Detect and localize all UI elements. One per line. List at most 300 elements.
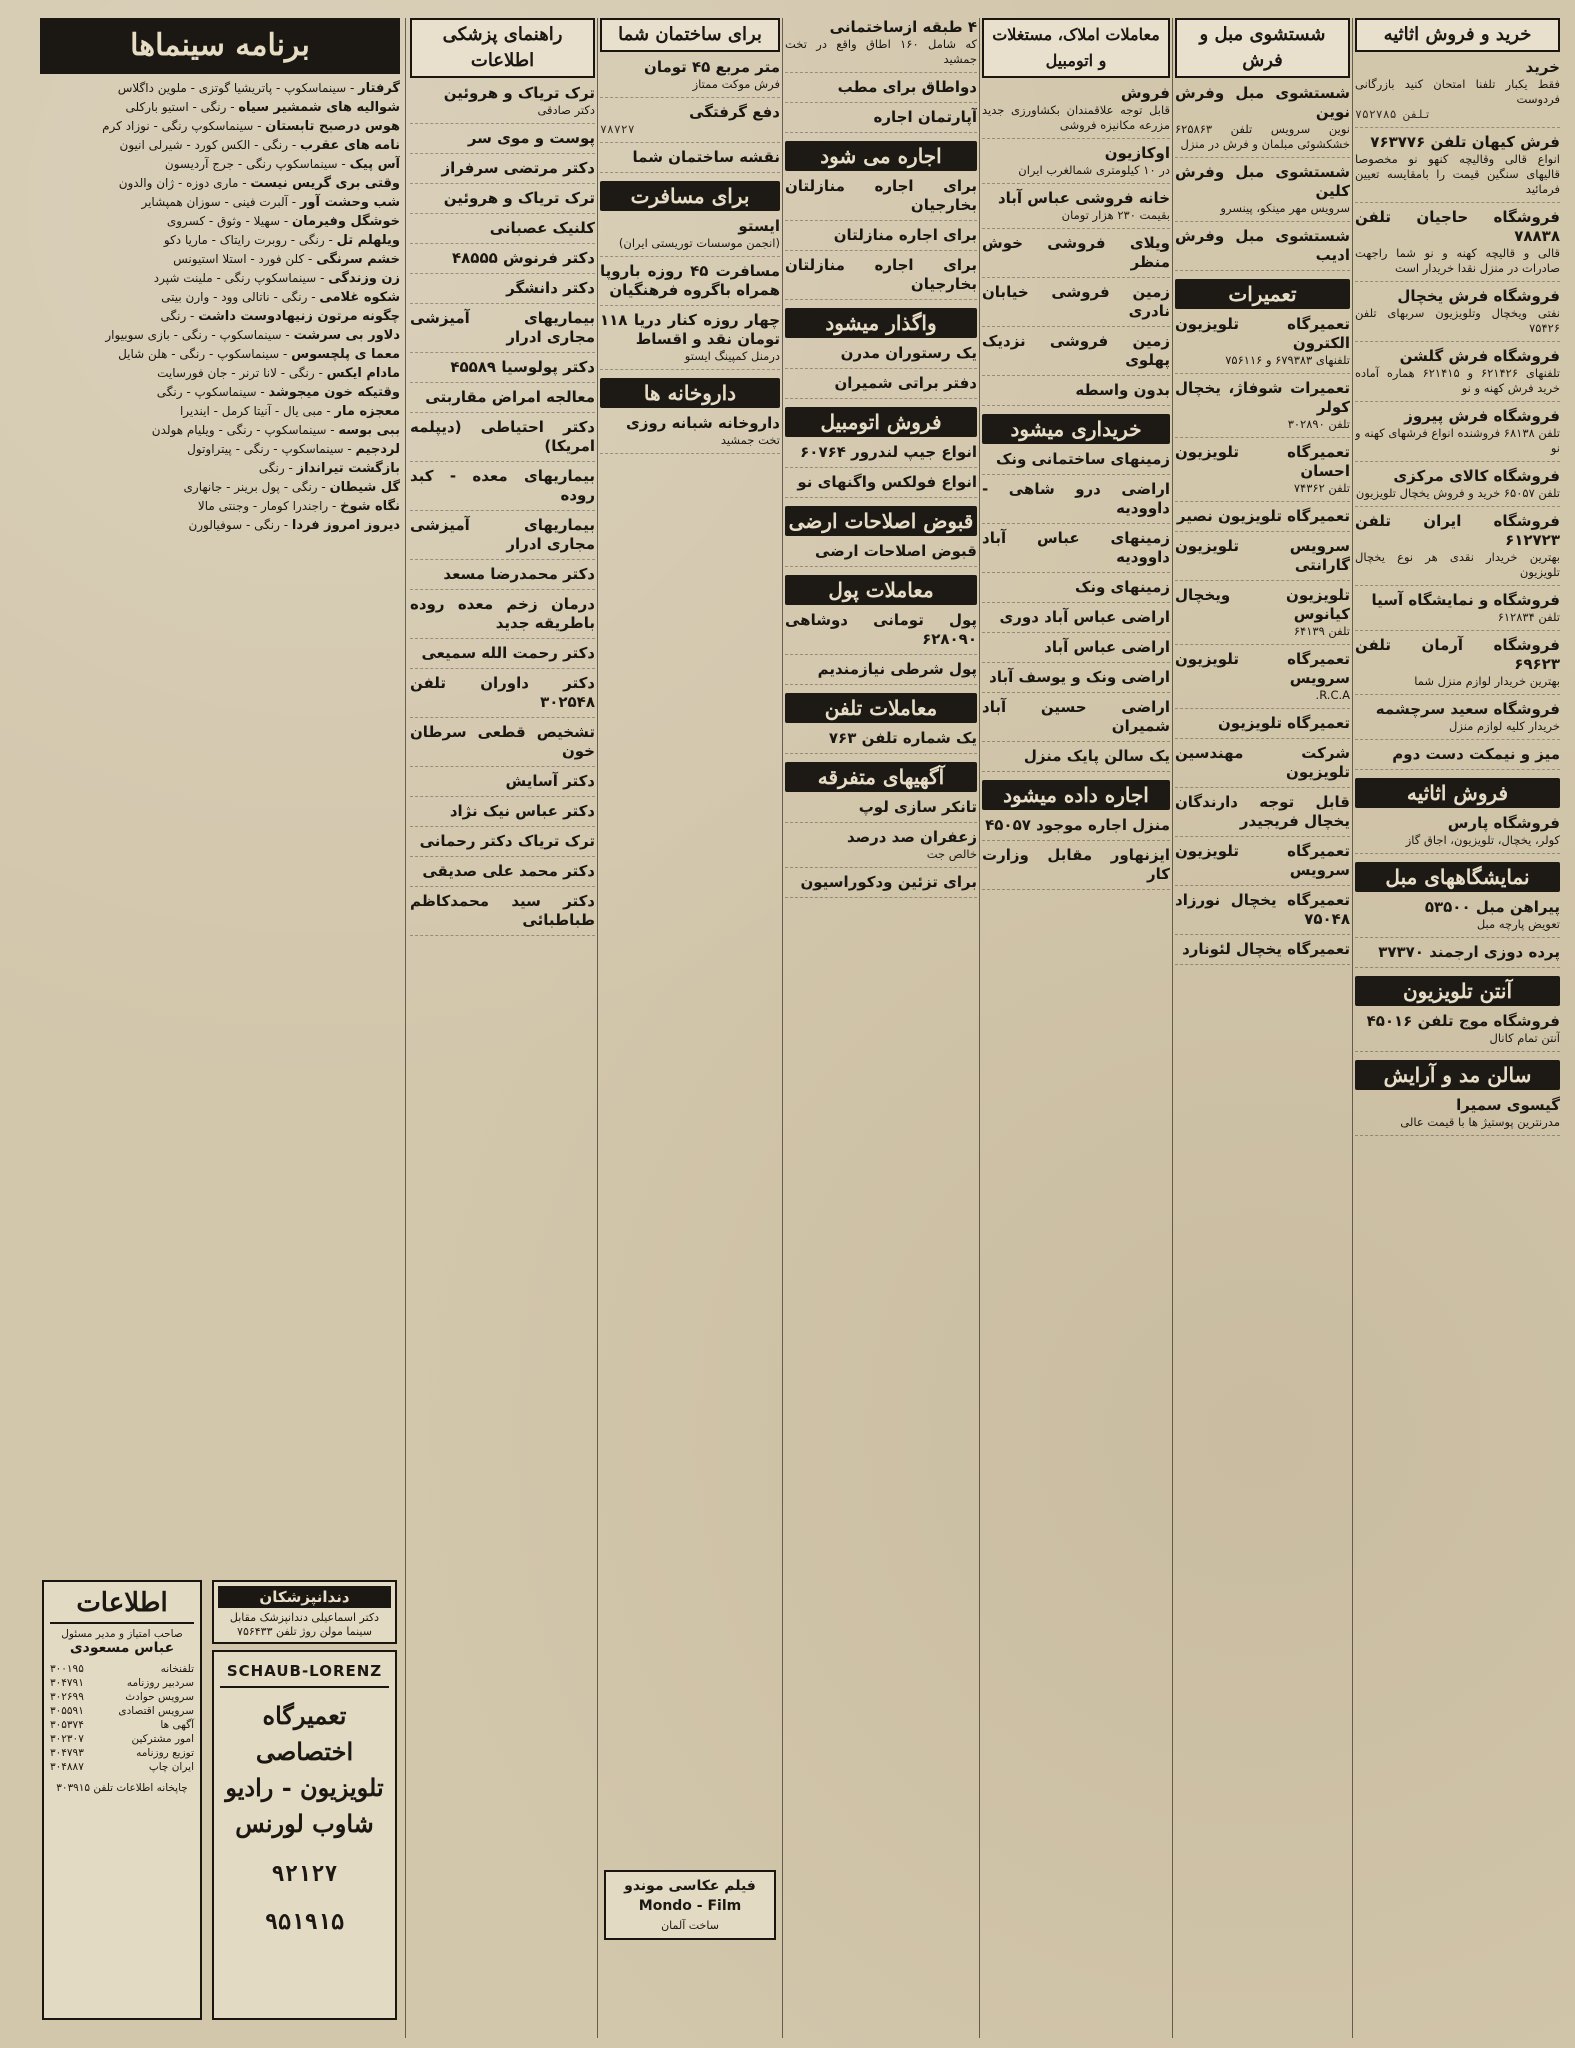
column-heading: شستشوی مبل و فرش (1175, 18, 1350, 78)
column-heading: خرید و فروش اثاثیه (1355, 18, 1560, 52)
film-details: رنگی - پول برینر - جانهاری (183, 480, 318, 494)
film-title: وقتیکه خون میجوشد (268, 385, 400, 400)
ad-title: زمین فروشی نزدیک پهلوی (982, 332, 1170, 369)
ad-title: اراضی عباس آباد (1044, 638, 1170, 656)
section-heading: سالن مد و آرایش (1355, 1060, 1560, 1090)
phone-directory-line (50, 1746, 194, 1760)
ad-title: آپارتمان اجاره (873, 108, 977, 126)
phone-number: ۳۰۲۶۹۹ (50, 1691, 84, 1703)
classified-ad (982, 846, 1170, 890)
owner-name: عباس مسعودی (69, 1640, 175, 1656)
classified-ad (1175, 315, 1350, 374)
ad-title: متر مربع ۴۵ تومان (644, 58, 780, 76)
classified-ad (982, 608, 1170, 633)
separator: - (326, 423, 339, 437)
film-details: سهیلا - وثوق - کسروی (166, 214, 281, 228)
film-details: کلن فورد - استلا استیونس (173, 252, 305, 266)
ad-title: ویلای فروشی خوش منظر (982, 234, 1170, 271)
phone-directory-line (50, 1732, 194, 1746)
phone-directory-line (50, 1704, 194, 1718)
ad-title: خانه فروشی عباس آباد (997, 189, 1170, 207)
film-title: بازگشت تیرانداز (296, 461, 400, 476)
ad-title: بیماریهای آمیزشی مجاری ادرار (410, 516, 595, 553)
cinema-listing (40, 213, 400, 230)
section-heading: برای مسافرت (600, 181, 780, 211)
classified-ad (410, 862, 595, 887)
column-rule (1172, 18, 1173, 2038)
film-title: خوشگل وفیرمان (291, 214, 400, 229)
cinema-listing (40, 460, 400, 477)
owner-label: صاحب امتیاز و مدیر مسئول (61, 1628, 183, 1640)
ad-body: (انجمن موسسات توریستی ایران) (618, 236, 780, 250)
section-heading: معاملات پول (785, 575, 977, 605)
schaub-phone-2: ۹۵۱۹۱۵ (264, 1910, 345, 1935)
separator: - (314, 366, 327, 380)
ad-title: شستشوی مبل وفرش نوین (1175, 84, 1350, 121)
ettelaat-masthead-box (42, 1580, 202, 2020)
cinema-listing (40, 137, 400, 154)
classified-ad (785, 177, 977, 221)
section-heading: واگذار میشود (785, 308, 977, 338)
ad-body: تلفن ۷۴۳۶۲ (1293, 481, 1350, 495)
ad-title: دفتر براتی شمیران (834, 374, 977, 392)
film-title: چگونه مرتون زنیهادوست داشت (198, 309, 400, 324)
classified-ad (1355, 347, 1560, 402)
ad-title: تعمیرگاه یخچال لئونارد (1182, 940, 1350, 958)
column-medical (410, 18, 595, 1568)
ad-body: درمنل کمپینگ ایستو (684, 349, 780, 363)
cinema-listing (40, 270, 400, 287)
classified-ad (1355, 591, 1560, 631)
ad-title: دکتر فرنوش ۴۸۵۵۵ (452, 249, 595, 267)
classified-ad (1355, 1012, 1560, 1052)
mondo-film-ad (604, 1870, 776, 1940)
film-title: خشم سرنگی (316, 252, 400, 267)
ad-title: دکتر محمد علی صدیقی (422, 862, 595, 880)
film-details: سینماسکوپ - رنگی - ویلیام هولدن (151, 423, 327, 437)
ad-body: فرش موکت ممتاز (692, 77, 780, 91)
section-heading: تعمیرات (1175, 279, 1350, 309)
ad-title: فروشگاه کالای مرکزی (1393, 467, 1560, 485)
ad-body: R.C.A. (1315, 688, 1350, 702)
classified-ad (785, 828, 977, 868)
dentist-box (212, 1580, 397, 1644)
ad-body: بهترین خریدار نقدی هر نوع یخچال تلویزیون (1355, 550, 1560, 579)
classified-ad (410, 565, 595, 590)
separator: - (304, 252, 317, 266)
classified-ad (410, 595, 595, 639)
ad-body: قالی و قالیچه کهنه و نو شما راجهت صادرات در منزل نقدا خریدار است (1355, 246, 1560, 275)
ad-title: تشخیص قطعی سرطان خون (410, 723, 595, 760)
phone-number: ۳۰۵۳۷۴ (50, 1719, 84, 1731)
classified-ad (1175, 940, 1350, 965)
film-title: مادام ایکس (326, 366, 400, 381)
ad-title: فروشگاه فرش گلشن (1399, 347, 1560, 365)
ad-body: تلفن ۶۵۰۵۷ خرید و فروش یخچال تلویزیون (1355, 486, 1560, 500)
ad-body: تلفن ۶۱۲۸۳۴ (1497, 610, 1560, 624)
column-furniture (1355, 18, 1560, 2038)
classified-ad (1175, 84, 1350, 158)
film-title: زن وزندگی (328, 271, 400, 286)
classified-ad (600, 311, 780, 370)
classified-ad (1175, 842, 1350, 886)
schaub-brand: SCHAUB-LORENZ (220, 1662, 389, 1688)
classified-ad (1355, 898, 1560, 938)
film-details: سینماسکوپ - پاتریشیا گوتزی - ملوین داگلاس (117, 81, 347, 95)
ad-body: سرویس مهر مینکو، پینسرو (1220, 201, 1350, 215)
classified-ad (410, 358, 595, 383)
film-details: رنگی - ناتالی وود - وارن بیتی (161, 290, 308, 304)
classified-ad (410, 516, 595, 560)
classified-ad (785, 542, 977, 567)
schaub-phone-1: ۹۲۱۲۷ (271, 1862, 338, 1887)
ad-body: تلفن ۳۰۲۸۹۰ (1287, 417, 1350, 431)
film-details: رنگی - لانا ترنر - جان فورسایت (157, 366, 315, 380)
ad-title: زمینهای ونک (1075, 578, 1170, 596)
classified-ad (600, 262, 780, 306)
cinema-listing (40, 175, 400, 192)
separator: - (324, 233, 337, 247)
ad-title: داروخانه شبانه روزی (626, 414, 780, 432)
classified-ad (982, 144, 1170, 184)
classified-ad (1175, 443, 1350, 502)
classified-ad (600, 217, 780, 257)
ad-title: برای اجاره منازلتان بخارجیان (785, 177, 977, 214)
film-title: معما ی پلچسوس (291, 347, 400, 362)
classified-ad (982, 578, 1170, 603)
section-heading: آگهیهای متفرقه (785, 762, 977, 792)
department: ایران چاپ (148, 1761, 194, 1773)
ad-title: گیسوی سمیرا (1456, 1096, 1560, 1114)
separator: - (279, 518, 292, 532)
film-details: سینماسکوپ - رنگی - پیتراوتول (187, 442, 344, 456)
ad-title: فروشگاه پارس (1447, 814, 1560, 832)
ad-body: قابل توجه علاقمندان بکشاورزی جدید مزرعه مکانیزه فروشی (982, 103, 1170, 132)
ad-title: شستشوی مبل وفرش کلین (1175, 163, 1350, 200)
classified-ad (1175, 714, 1350, 739)
film-details: رنگی - سوفیالورن (188, 518, 280, 532)
ad-body: تخت جمشید (720, 433, 780, 447)
separator: - (337, 157, 350, 171)
ad-title: انواع فولکس واگنهای نو (797, 473, 977, 491)
section-heading: قبوض اصلاحات ارضی (785, 506, 977, 536)
film-title: نگاه شوخ (340, 499, 400, 514)
separator: - (343, 442, 356, 456)
cinema-listing (40, 479, 400, 496)
separator: - (307, 290, 320, 304)
ad-body: خریدار کلیه لوازم منزل (1449, 719, 1560, 733)
cinema-listing (40, 422, 400, 439)
separator: - (284, 461, 297, 475)
film-details: سینماسکوپ - رنگی (156, 385, 257, 399)
classified-ad (982, 283, 1170, 327)
separator: - (316, 271, 329, 285)
ad-title: یک رستوران مدرن (840, 344, 977, 362)
section-heading: فروش اتومبیل (785, 407, 977, 437)
classified-ad (410, 129, 595, 154)
ad-title: تعمیرگاه تلویزیون احسان (1175, 443, 1350, 480)
column-real-estate (982, 18, 1170, 2038)
classified-ad (1355, 745, 1560, 770)
classified-ad (410, 189, 595, 214)
ad-title: اراضی عباس آباد دوری (999, 608, 1170, 626)
mondo-sub: ساخت آلمان (661, 1919, 719, 1932)
ad-title: بدون واسطه (1075, 381, 1170, 399)
classified-ad (785, 729, 977, 754)
classified-ad (785, 473, 977, 498)
cinema-listing (40, 80, 400, 97)
ad-title: زمینهای عباس آباد داوودیه (982, 529, 1170, 566)
classified-ad (410, 159, 595, 184)
cinema-listing (40, 118, 400, 135)
classified-ad (785, 18, 977, 73)
film-details: راجندرا کومار - وجنتی مالا (197, 499, 329, 513)
classified-ad (410, 219, 595, 244)
phone-number: ۳۰۲۳۰۷ (50, 1733, 84, 1745)
film-details: سینماسکوپ رنگی - جرج آردیسون (164, 157, 338, 171)
mondo-title-en: Mondo - Film (638, 1898, 742, 1914)
film-title: ببی بوسه (338, 423, 400, 438)
classified-ad (982, 698, 1170, 742)
film-title: گرفتار (358, 81, 400, 96)
ad-title: معالجه امراض مقاربتی (425, 388, 595, 406)
film-title: معجزه مار (334, 404, 400, 419)
separator: - (186, 309, 199, 323)
phone-number: ۳۰۴۷۹۳ (50, 1747, 84, 1759)
ad-title: بیماریهای آمیزشی مجاری ادرار (410, 309, 595, 346)
column-cinema (40, 18, 400, 1568)
cinema-listing (40, 498, 400, 515)
film-details: رنگی (160, 309, 187, 323)
classified-ad (1175, 586, 1350, 645)
department: سردبیر روزنامه (126, 1677, 194, 1689)
ad-title: دکتر دانشگر (506, 279, 595, 297)
ad-title: دکتر محمدرضا مسعد (443, 565, 595, 583)
ad-title: دواطاق برای مطب (837, 78, 977, 96)
film-details: آلبرت فینی - سوزان همپشایر (141, 195, 288, 209)
ad-body: بهترین خریدار لوازم منزل شما (1414, 674, 1560, 688)
department: سرویس اقتصادی (118, 1705, 194, 1717)
ad-title: یک سالن پایک منزل (1023, 747, 1170, 765)
separator: - (328, 499, 341, 513)
ad-body: بقیمت ۲۳۰ هزار تومان (1061, 208, 1170, 222)
ad-body: در ۱۰ کیلومتری شمالغرب ایران (1018, 163, 1170, 177)
film-title: آس پیک (349, 157, 400, 172)
column-rule (782, 18, 783, 2038)
ad-title: فروشگاه فرش پیروز (1404, 407, 1560, 425)
ad-title: پرده دوزی ارجمند ۳۷۳۷۰ (1378, 943, 1560, 961)
film-details: سینماسکوپ رنگی - نوزاد کرم (102, 119, 254, 133)
separator: - (346, 81, 359, 95)
section-heading: آنتن تلویزیون (1355, 976, 1560, 1006)
classified-ad (1175, 227, 1350, 271)
classified-ad (1355, 636, 1560, 695)
classified-ad (982, 84, 1170, 139)
classified-ad (982, 529, 1170, 573)
cinema-listing (40, 232, 400, 249)
separator: - (238, 176, 251, 190)
ad-body: تلفن ۶۸۱۳۸ فروشنده انواع فرشهای کهنه و نو (1355, 426, 1560, 455)
classified-ad (1175, 507, 1350, 532)
ad-body: دکتر صادقی (537, 103, 595, 117)
section-heading: اجاره داده میشود (982, 780, 1170, 810)
ad-title: فروشگاه موج تلفن ۴۵۰۱۶ (1366, 1012, 1560, 1030)
separator: - (256, 385, 269, 399)
classified-ad (785, 873, 977, 898)
ad-title: قبوض اصلاحات ارضی (815, 542, 977, 560)
film-title: وقتی بری گریس نیست (250, 176, 400, 191)
classified-ad (410, 644, 595, 669)
ad-title: یک شماره تلفن ۷۶۳ (828, 729, 977, 747)
column-building-travel (600, 18, 780, 2038)
cinema-listing (40, 308, 400, 325)
ad-title: اراضی حسین آباد شمیران (982, 698, 1170, 735)
film-details: سینماسکوپ - رنگی - هلن شایل (118, 347, 280, 361)
classified-ad (600, 58, 780, 98)
film-title: شکوه غلامی (319, 290, 400, 305)
classified-ad (1355, 287, 1560, 342)
ad-title: تعمیرگاه تلویزیون (1217, 714, 1350, 732)
classified-ad (1175, 744, 1350, 788)
cinema-listing (40, 156, 400, 173)
ad-title: دکتر مرتضی سرفراز (441, 159, 595, 177)
column-cleaning-repairs (1175, 18, 1350, 2038)
classified-ad (410, 388, 595, 413)
separator: - (226, 100, 239, 114)
classified-ad (1355, 814, 1560, 854)
classified-ad (1355, 700, 1560, 740)
ad-title: درمان زخم معده روده باطریقه جدید (410, 595, 595, 632)
column-rule (979, 18, 980, 2038)
classified-ad (785, 798, 977, 823)
phone-number: ۳۰۵۵۹۱ (50, 1705, 84, 1717)
film-details: مبی یال - آنیتا کرمل - ایندیرا (179, 404, 323, 418)
section-heading: فروش اثاثیه (1355, 778, 1560, 808)
separator: - (322, 404, 335, 418)
classified-ad (410, 279, 595, 304)
ad-title: تعمیرگاه یخچال نورزاد ۷۵۰۴۸ (1175, 891, 1350, 928)
schaub-text: تعمیرگاه اختصاصی تلویزیون - رادیو شاوب لورنس (225, 1701, 384, 1838)
film-title: دیروز امروز فردا (291, 518, 400, 533)
ad-title: ایستو (738, 217, 780, 235)
printing-footer: چاپخانه اطلاعات تلفن ۳۰۳۹۱۵ (56, 1782, 188, 1794)
classified-ad (785, 226, 977, 251)
cinema-listing (40, 365, 400, 382)
column-heading: راهنمای پزشکی اطلاعات (410, 18, 595, 78)
section-heading: اجاره می شود (785, 141, 977, 171)
classified-ad (1175, 891, 1350, 935)
classified-ad (410, 84, 595, 124)
film-title: گل شیطان (329, 480, 400, 495)
phone-number: ۳۰۰۱۹۵ (50, 1663, 84, 1675)
film-title: هوس درصبح تابستان (265, 119, 400, 134)
department: امور مشترکین (131, 1733, 194, 1745)
ad-title: فرش کیهان تلفن ۷۶۳۷۷۶ (1370, 133, 1560, 151)
ad-body: خالص جت (926, 847, 977, 861)
separator: - (281, 328, 294, 342)
classified-ad (1355, 1096, 1560, 1136)
classified-ad (1175, 163, 1350, 222)
classified-ad (1175, 650, 1350, 709)
classified-ad (982, 747, 1170, 772)
classified-ad (1175, 537, 1350, 581)
ad-phone: تلفن ۷۵۲۷۸۵ (1355, 107, 1432, 121)
classified-ad (1175, 793, 1350, 837)
ad-title: دفع گرفتگی (689, 103, 780, 121)
column-rule (405, 18, 406, 2038)
ad-title: فروشگاه ایران تلفن ۶۱۲۷۲۳ (1355, 512, 1560, 549)
classified-ad (982, 668, 1170, 693)
classified-ad (982, 189, 1170, 229)
classified-ad (410, 832, 595, 857)
classified-ad (1355, 133, 1560, 203)
cinema-listing (40, 403, 400, 420)
cinema-listing (40, 346, 400, 363)
schaub-lorenz-ad (212, 1650, 397, 2020)
ad-title: زمین فروشی خیابان نادری (982, 283, 1170, 320)
department: آگهی ها (160, 1719, 194, 1731)
film-details: رنگی (258, 461, 285, 475)
film-details: رنگی - روبرت رایتاک - ماریا دکو (163, 233, 325, 247)
ad-title: فروشگاه آرمان تلفن ۶۹۶۲۳ (1355, 636, 1560, 673)
classified-ad (982, 816, 1170, 841)
ad-title: میز و نیمکت دست دوم (1392, 745, 1560, 763)
phone-directory-line (50, 1690, 194, 1704)
separator: - (280, 214, 292, 228)
section-heading: خریداری میشود (982, 414, 1170, 444)
ad-title: پیراهن مبل ۵۳۵۰۰ (1424, 898, 1560, 916)
classified-ad (785, 374, 977, 399)
ad-title: دکتر رحمت الله سمیعی (421, 644, 595, 662)
ad-body: انواع قالی وقالیچه کنهو نو مخصوصا قالیهای سنگین قیمت را بامقایسه تعیین فرمائید (1355, 152, 1560, 196)
column-heading: برای ساختمان شما (600, 18, 780, 52)
phone-directory-line (50, 1760, 194, 1774)
department: سرویس حوادث (125, 1691, 194, 1703)
ad-title: تعمیرات شوفاژ، یخچال کولر (1175, 379, 1350, 416)
phone-number: ۳۰۴۷۹۱ (50, 1677, 84, 1689)
separator: - (317, 480, 330, 494)
classified-ad (1355, 208, 1560, 282)
cinema-listing (40, 99, 400, 116)
film-details: ماری دوزه - ژان والدون (118, 176, 239, 190)
ad-title: دکتر آسایش (505, 772, 595, 790)
ad-title: چهار روزه کنار دریا ۱۱۸ تومان نقد و اقساط (600, 311, 780, 348)
classified-ad (410, 892, 595, 936)
ad-title: تعمیرگاه تلویزیون سرویس (1175, 650, 1350, 687)
column-rentals (785, 18, 977, 2038)
classified-ad (785, 108, 977, 133)
classified-ad (785, 78, 977, 103)
classified-ad (982, 332, 1170, 376)
ad-title: اوکازیون (1104, 144, 1170, 162)
ad-title: فروشگاه فرش یخچال (1397, 287, 1560, 305)
separator: - (287, 195, 300, 209)
classified-ad (982, 450, 1170, 475)
classified-ad (410, 467, 595, 511)
phone-number: ۳۰۴۸۸۷ (50, 1761, 84, 1773)
ad-title: دکتر عباس نیک نژاد (449, 802, 595, 820)
ad-title: نقشه ساختمان شما (632, 148, 780, 166)
classified-ad (410, 723, 595, 767)
column-heading: معاملات املاک، مستغلات و اتومبیل (982, 18, 1170, 78)
ad-title: ایزنهاور مقابل وزارت کار (982, 846, 1170, 883)
ettelaat-logo: اطلاعات (50, 1588, 194, 1624)
ad-title: دکتر احتیاطی (دیپلمه امریکا) (410, 418, 595, 455)
cinema-heading: برنامه سینماها (40, 18, 400, 74)
ad-title: برای اجاره منازلتان (833, 226, 977, 244)
ad-title: زمینهای ساختمانی ونک (995, 450, 1170, 468)
classified-ad (410, 418, 595, 462)
